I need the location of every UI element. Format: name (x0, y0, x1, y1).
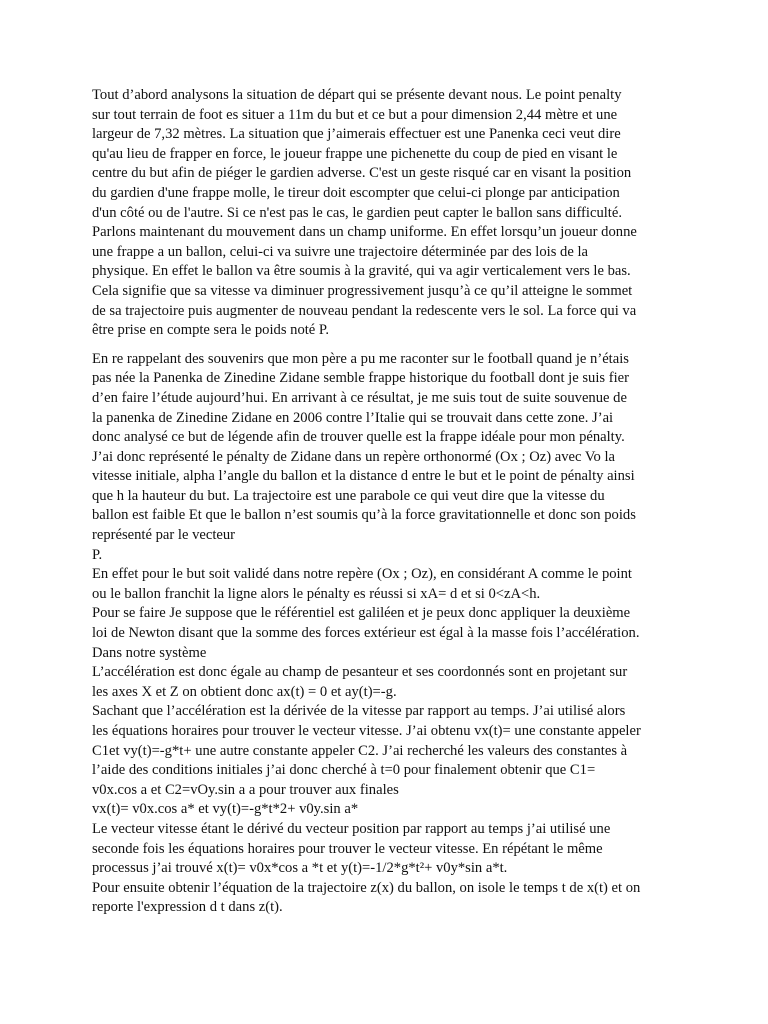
text-line: d'un côté ou de l'autre. Si ce n'est pas le cas, le gardien peut capter le ballon sans difficulté. (92, 204, 622, 221)
text-line: L’accélération est donc égale au champ de pesanteur et ses coordonnés sont en projetant sur (92, 664, 628, 681)
text-line: Tout d’abord analysons la situation de départ qui se présente devant nous. Le point penalty (92, 87, 622, 103)
text-line: En effet pour le but soit validé dans notre repère (Ox ; Oz), en considérant A comme le point (92, 566, 632, 583)
text-line: que h la hauteur du but. La trajectoire est une parabole ce qui veut dire que la vitesse du (92, 487, 605, 504)
text-line: être prise en compte sera le poids noté P. (92, 322, 330, 339)
paragraph-intro (92, 86, 684, 341)
text-line: largeur de 7,32 mètres. La situation que j’aimerais effectuer est une Panenka ceci veut dire (92, 126, 621, 143)
text-line: seconde fois les équations horaires pour trouver le vecteur vitesse. En répétant le même (92, 840, 603, 857)
text-line: vitesse initiale, alpha l’angle du ballon et la distance d entre le but et le point de pénalty ainsi (92, 468, 635, 485)
text-line: physique. En effet le ballon va être soumis à la gravité, qui va agir verticalement vers le bas. (92, 263, 631, 280)
text-line: pas née la Panenka de Zinedine Zidane semble frappe historique du football dont je suis fier (92, 370, 629, 387)
text-line: la panenka de Zinedine Zidane en 2006 contre l’Italie qui se trouvait dans cette zone. J’ai (92, 409, 614, 426)
text-line: ballon est faible Et que le ballon n’est soumis qu’à la force gravitationnelle et donc son poids (92, 507, 636, 524)
text-line: sur tout terrain de foot es situer a 11m du but et ce but a pour dimension 2,44 mètre et une (92, 106, 618, 123)
text-line: centre du but afin de piéger le gardien adverse. C'est un geste risqué car en visant la position (92, 165, 632, 182)
text-line: du gardien d'une frappe molle, le tireur doit escompter que celui-ci plonge par anticipation (92, 184, 620, 201)
text-line: Parlons maintenant du mouvement dans un champ uniforme. En effet lorsqu’un joueur donne (92, 224, 637, 241)
text-line: Dans notre système (92, 644, 207, 661)
text-line: les axes X et Z on obtient donc ax(t) = 0 et ay(t)=-g. (92, 683, 397, 700)
paragraph-analysis (92, 350, 684, 918)
document-page (92, 86, 684, 918)
text-line: Le vecteur vitesse étant le dérivé du vecteur position par rapport au temps j’ai utilisé une (92, 820, 611, 837)
text-line: donc analysé ce but de légende afin de trouver quelle est la frappe idéale pour mon pénalty. (92, 429, 625, 446)
text-line: qu'au lieu de frapper en force, le joueur frappe une pichenette du coup de pied en visant le (92, 145, 618, 162)
text-line: En re rappelant des souvenirs que mon père a pu me raconter sur le football quand je n’étais (92, 350, 629, 367)
text-line: loi de Newton disant que la somme des forces extérieur est égal à la masse fois l’accélération. (92, 625, 640, 642)
text-line: J’ai donc représenté le pénalty de Zidane dans un repère orthonormé (Ox ; Oz) avec Vo la (92, 448, 616, 465)
text-line: v0x.cos a et C2=vOy.sin a a pour trouver aux finales (92, 781, 399, 798)
text-line: de sa trajectoire puis augmenter de nouveau pendant la redescente vers le sol. La force qui va (92, 302, 637, 319)
text-line: d’en faire l’étude aujourd’hui. En arrivant à ce résultat, je me suis tout de suite souvenue de (92, 389, 627, 406)
text-line: Sachant que l’accélération est la dérivée de la vitesse par rapport au temps. J’ai utilisé alors (92, 703, 626, 720)
text-line: ou le ballon franchit la ligne alors le pénalty es réussi si xA= d et si 0<zA<h. (92, 585, 541, 602)
text-line: Pour ensuite obtenir l’équation de la trajectoire z(x) du ballon, on isole le temps t de x(t) et on (92, 879, 641, 896)
text-line: Cela signifie que sa vitesse va diminuer progressivement jusqu’à ce qu’il atteigne le sommet (92, 282, 633, 299)
text-line: une frappe a un ballon, celui-ci va suivre une trajectoire déterminée par des lois de la (92, 243, 588, 260)
text-line: processus j’ai trouvé x(t)= v0x*cos a *t et y(t)=-1/2*g*t²+ v0y*sin a*t. (92, 860, 508, 877)
text-line: Pour se faire Je suppose que le référentiel est galiléen et je peux donc appliquer la deuxième (92, 605, 631, 622)
text-line: vx(t)= v0x.cos a* et vy(t)=-g*t*2+ v0y.sin a* (92, 801, 359, 818)
text-line: l’aide des conditions initiales j’ai donc cherché à t=0 pour finalement obtenir que C1= (92, 762, 596, 779)
text-line: reporte l'expression d t dans z(t). (92, 899, 283, 916)
text-line: représenté par le vecteur (92, 527, 236, 544)
text-line: C1et vy(t)=-g*t+ une autre constante appeler C2. J’ai recherché les valeurs des constantes à (92, 742, 628, 759)
text-line: les équations horaires pour trouver le vecteur vitesse. J’ai obtenu vx(t)= une constante appeler (92, 723, 641, 739)
text-line: P. (92, 546, 103, 563)
